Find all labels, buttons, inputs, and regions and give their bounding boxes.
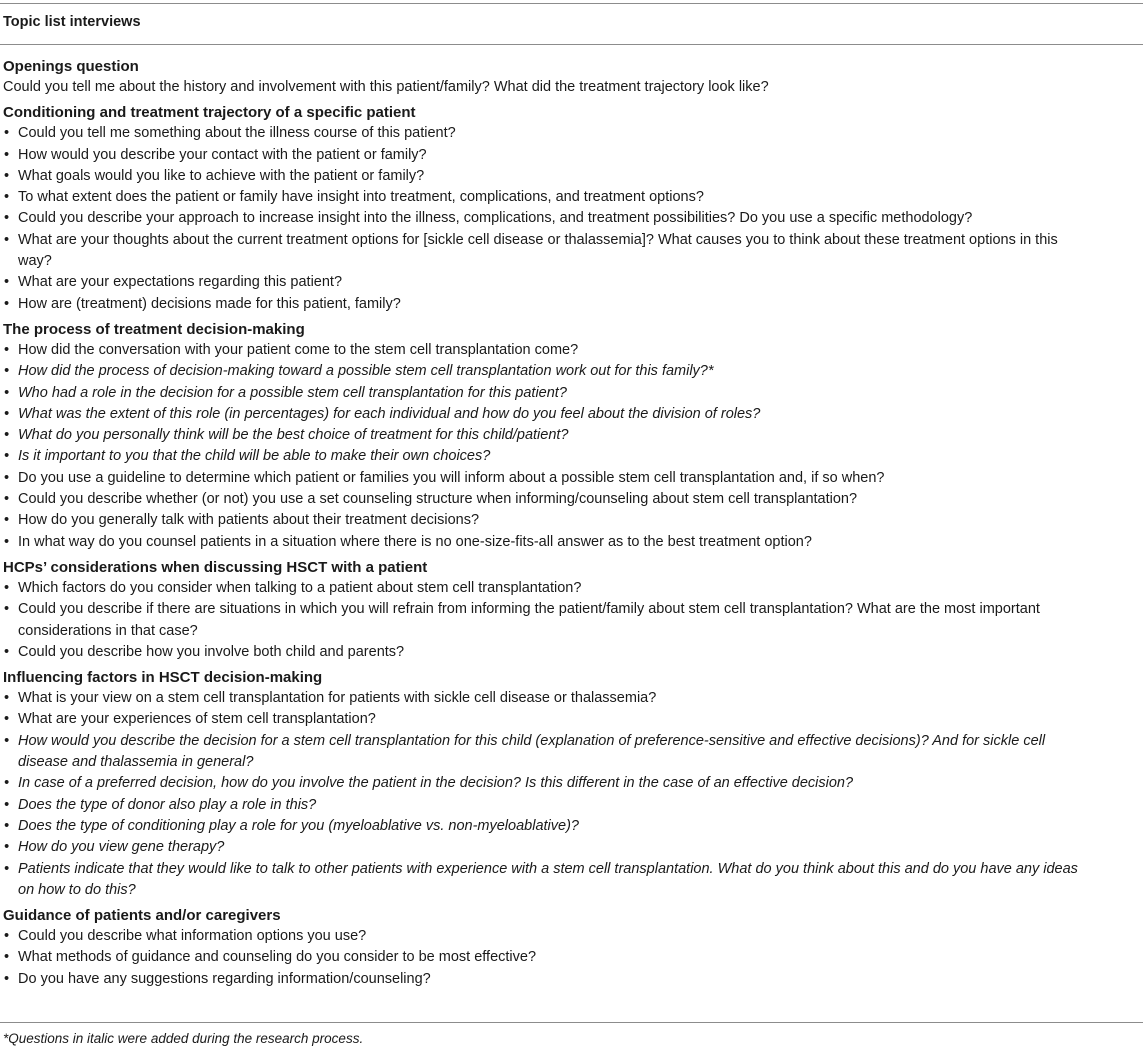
intro-text: Could you tell me about the history and involvement with this patient/family? What did the treatment trajectory look like? <box>3 79 769 95</box>
question-item: • What are your expectations regarding this patient? <box>3 272 1138 293</box>
question-list <box>3 688 1138 901</box>
section <box>3 557 1138 663</box>
question-item: • Do you have any suggestions regarding information/counseling? <box>3 969 1138 990</box>
section-heading: The process of treatment decision-making <box>3 320 305 338</box>
section-heading: Guidance of patients and/or caregivers <box>3 907 281 925</box>
question-item: • Does the type of donor also play a role in this? <box>3 795 1138 816</box>
question-item: • Who had a role in the decision for a possible stem cell transplantation for this patient? <box>3 383 1138 404</box>
question-item: • Which factors do you consider when talking to a patient about stem cell transplantation? <box>3 578 1138 599</box>
question-item: • Could you describe whether (or not) you use a set counseling structure when informing/counseling about stem cell transplantation? <box>3 489 1138 510</box>
section <box>3 102 1138 315</box>
question-item: • Do you use a guideline to determine which patient or families you will inform about a possible stem cell transplantation and, if so when? <box>3 468 1138 489</box>
question-item: • Could you tell me something about the illness course of this patient? <box>3 123 1138 144</box>
footnote: *Questions in italic were added during the research process. <box>3 1031 364 1046</box>
question-list <box>3 578 1138 663</box>
question-list <box>3 926 1138 990</box>
question-item: • How do you view gene therapy? <box>3 837 1138 858</box>
section-heading: HCPs’ considerations when discussing HSCT with a patient <box>3 558 428 576</box>
question-list <box>3 340 1138 553</box>
question-item: • How did the process of decision-making toward a possible stem cell transplantation work out for this family?* <box>3 361 1138 382</box>
question-item: • What is your view on a stem cell transplantation for patients with sickle cell disease or thalassemia? <box>3 688 1138 709</box>
sections-container <box>3 102 1138 990</box>
section <box>3 905 1138 990</box>
question-item: • Could you describe how you involve both child and parents? <box>3 642 1138 663</box>
question-item: • How do you generally talk with patients about their treatment decisions? <box>3 510 1138 531</box>
intro-heading: Openings question <box>3 58 139 75</box>
question-item: • How are (treatment) decisions made for this patient, family? <box>3 294 1138 315</box>
question-item: • Could you describe what information options you use? <box>3 926 1138 947</box>
table-body <box>3 56 1138 994</box>
section <box>3 319 1138 553</box>
question-item: • Could you describe your approach to increase insight into the illness, complications, and treatment possibilities? Do you use a specific methodology? <box>3 208 1138 229</box>
question-item: • What goals would you like to achieve with the patient or family? <box>3 166 1138 187</box>
section-heading: Conditioning and treatment trajectory of a specific patient <box>3 104 416 122</box>
question-item: • Could you describe if there are situations in which you will refrain from informing the patient/family about stem cell transplantation? What are the most important considerations in that case? <box>3 599 1138 642</box>
section-heading: Influencing factors in HSCT decision-making <box>3 669 323 687</box>
question-item: • To what extent does the patient or family have insight into treatment, complications, and treatment options? <box>3 187 1138 208</box>
question-item: • In what way do you counsel patients in a situation where there is no one-size-fits-all answer as to the best treatment option? <box>3 532 1138 553</box>
question-item: • What are your experiences of stem cell transplantation? <box>3 709 1138 730</box>
question-item: • What methods of guidance and counseling do you consider to be most effective? <box>3 947 1138 968</box>
bottom-rule <box>0 1022 1143 1023</box>
question-list <box>3 123 1138 315</box>
question-item: • What are your thoughts about the current treatment options for [sickle cell disease or thalassemia]? What causes you to think about these treatment options in this way? <box>3 230 1138 273</box>
question-item: • What do you personally think will be the best choice of treatment for this child/patient? <box>3 425 1138 446</box>
question-item: • Patients indicate that they would like to talk to other patients with experience with a stem cell transplantation. What do you think about this and do you have any ideas on how to do this? <box>3 859 1138 902</box>
question-item: • Is it important to you that the child will be able to make their own choices? <box>3 446 1138 467</box>
top-rule <box>0 3 1143 4</box>
question-item: • How would you describe your contact with the patient or family? <box>3 145 1138 166</box>
question-item: • How did the conversation with your patient come to the stem cell transplantation come? <box>3 340 1138 361</box>
header-rule <box>0 44 1143 45</box>
question-item: • How would you describe the decision for a stem cell transplantation for this child (explanation of preference-sensitive and effective decisions)? And for sickle cell disease and thalassemia in general? <box>3 731 1138 774</box>
question-item: • What was the extent of this role (in percentages) for each individual and how do you feel about the division of roles? <box>3 404 1138 425</box>
table-title: Topic list interviews <box>3 14 141 30</box>
section <box>3 667 1138 901</box>
question-item: • Does the type of conditioning play a role for you (myeloablative vs. non-myeloablative)? <box>3 816 1138 837</box>
question-item: • In case of a preferred decision, how do you involve the patient in the decision? Is this different in the case of an effective decision? <box>3 773 1138 794</box>
